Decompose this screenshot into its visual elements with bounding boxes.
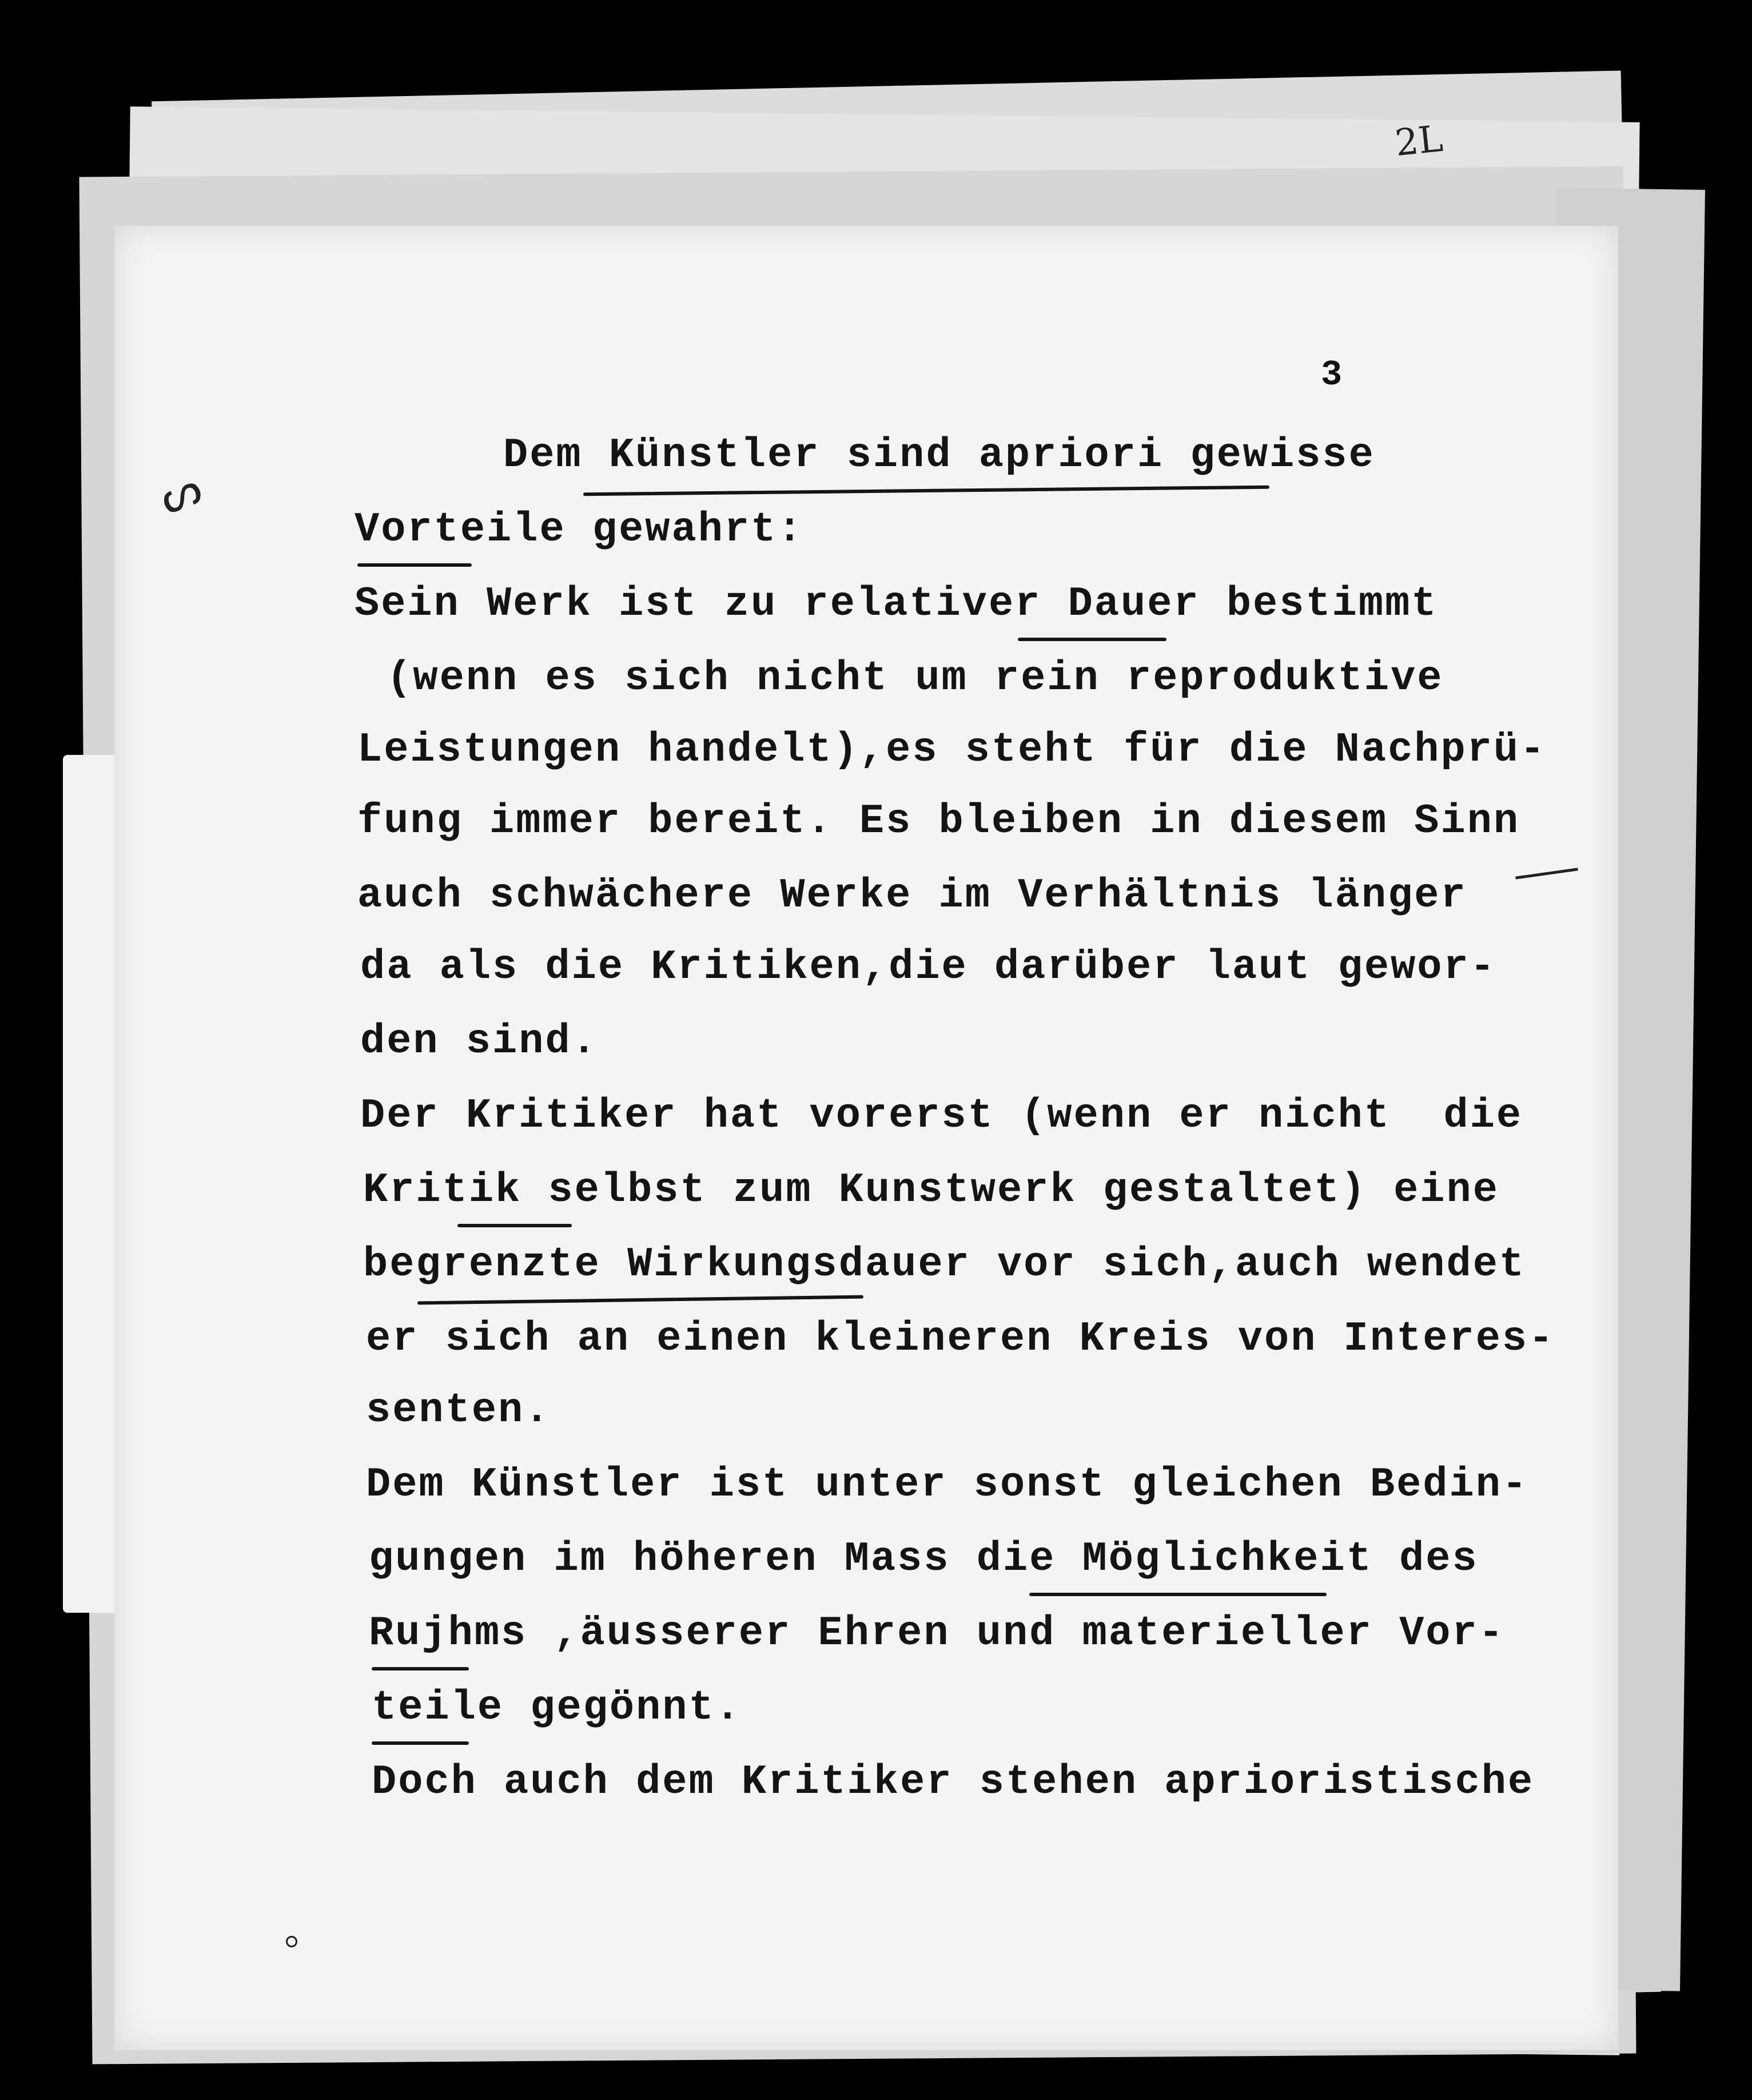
typed-page [114,226,1618,2050]
underline-mark [1018,638,1166,641]
paper-clip-strip [63,755,117,1613]
text-line: Der Kritiker hat vorerst (wenn er nicht die [360,1092,1523,1139]
text-line: Sein Werk ist zu relativer Dauer bestimmt [355,580,1438,627]
underline-mark [1029,1593,1327,1596]
text-line: er sich an einen kleineren Kreis von Interes- [366,1315,1555,1362]
margin-check-mark: ᔕ [152,460,209,525]
text-line: Dem Künstler ist unter sonst gleichen Bedin- [366,1461,1529,1508]
text-line: begrenzte Wirkungsdauer vor sich,auch wendet [363,1241,1526,1288]
margin-dash-mark [1515,868,1578,879]
text-line: Kritik selbst zum Kunstwerk gestaltet) eine [363,1167,1499,1214]
text-line: (wenn es sich nicht um rein reproduktive [360,655,1444,702]
underline-mark [357,563,472,567]
underline-mark [372,1741,469,1745]
text-line: den sind. [360,1018,598,1065]
text-line: Rujhms ,äusserer Ehren und materieller Vor- [369,1610,1505,1657]
text-line: Dem Künstler sind apriori gewisse [503,432,1375,479]
text-line: senten. [366,1387,551,1434]
text-line: gungen im höheren Mass die Möglichkeit des [369,1536,1479,1582]
margin-dot-mark [286,1936,297,1947]
text-line: Leistungen handelt),es steht für die Nachprü- [357,726,1547,773]
underline-mark [583,486,1269,496]
handwritten-corner-note: 2L [1393,117,1445,165]
text-line: Vorteile gewahrt: [355,506,804,553]
text-line: da als die Kritiken,die darüber laut gewor- [360,944,1496,991]
underline-mark [372,1667,469,1671]
text-line: auch schwächere Werke im Verhältnis länger [357,872,1467,919]
underline-mark [457,1224,572,1227]
underline-mark [417,1295,863,1305]
page-number: 3 [1321,355,1343,395]
text-line: fung immer bereit. Es bleiben in diesem Sinn [357,798,1520,845]
text-line: teile gegönnt. [372,1684,742,1731]
text-line: Doch auch dem Kritiker stehen aprioristische [372,1759,1535,1805]
